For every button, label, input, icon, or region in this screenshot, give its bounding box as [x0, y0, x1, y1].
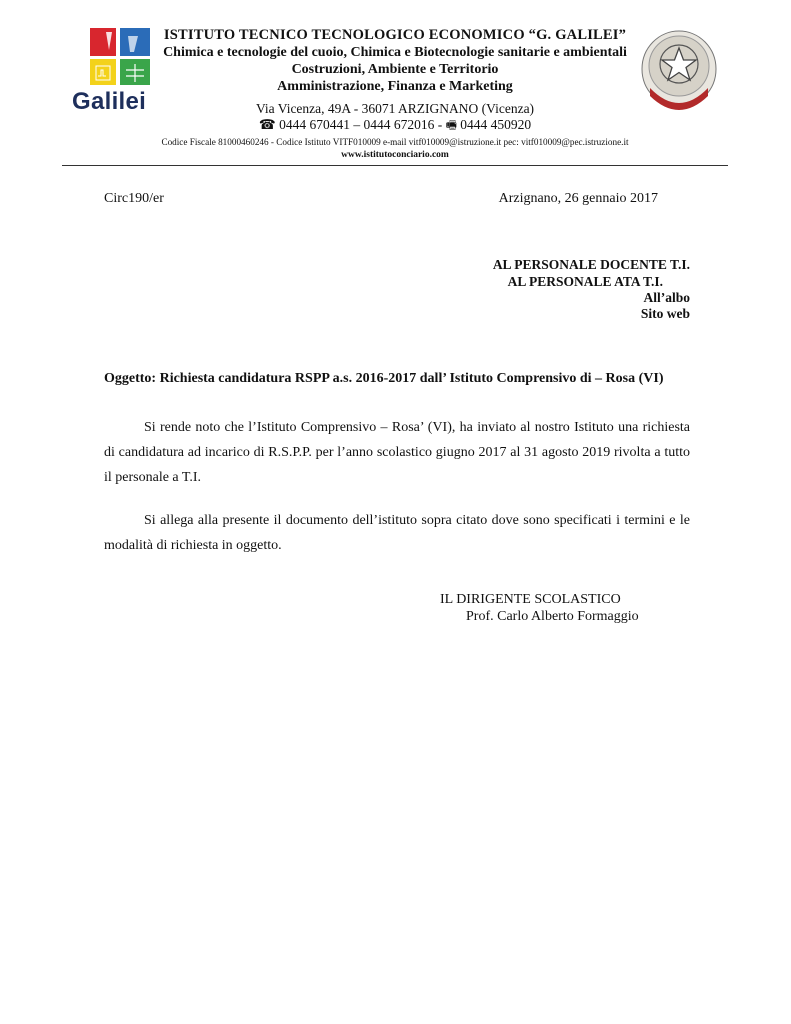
letter-subject: Oggetto: Richiesta candidatura RSPP a.s. 2016-2017 dall’ Istituto Comprensivo di – Rosa (VI) [104, 371, 664, 386]
logo-red-block [90, 28, 116, 56]
institute-courses-3: Amministrazione, Finanza e Marketing [277, 79, 513, 94]
institute-courses-2: Costruzioni, Ambiente e Territorio [291, 62, 499, 77]
institute-name: ISTITUTO TECNICO TECNOLOGICO ECONOMICO “G. GALILEI” [163, 27, 627, 43]
institute-courses-1: Chimica e tecnologie del cuoio, Chimica e Biotecnologie sanitarie e ambientali [163, 45, 627, 60]
body-paragraph-2 [104, 508, 690, 558]
body-paragraph-1 [104, 415, 690, 490]
paragraph-2-text: Si allega alla presente il documento dell’istituto sopra citato dove sono specificati i termini e le modalità di richiesta in oggetto. [104, 513, 690, 553]
signature-title: IL DIRIGENTE SCOLASTICO [440, 592, 621, 607]
recipient-ata-staff: AL PERSONALE ATA T.I. [507, 274, 663, 289]
logo-wordmark: Galilei [72, 88, 147, 115]
paragraph-1-text: Si rende noto che l’Istituto Comprensivo – Rosa’ (VI), ha inviato al nostro Istituto una richiesta di candidatura ad incarico di R.S.P.P. per l’anno scolastico giugno 2017 al 31 agosto 2019 rivolta a tutto il personale a T.I. [104, 420, 690, 485]
recipient-teaching-staff: AL PERSONALE DOCENTE T.I. [492, 257, 690, 272]
phone-icon: ☎ [258, 117, 276, 132]
recipient-website: Sito web [640, 306, 690, 321]
header-divider [62, 165, 728, 166]
place-date: Arzignano, 26 gennaio 2017 [498, 191, 658, 206]
institute-codes: Codice Fiscale 81000460246 - Codice Istituto VITF010009 e-mail vitf010009@istruzione.it pec: vitf010009@pec.istruzione.it [161, 137, 629, 147]
institute-header [160, 27, 630, 95]
protocol-number: Circ190/er [104, 191, 164, 206]
institute-address: Via Vicenza, 49A - 36071 ARZIGNANO (Vicenza) [255, 101, 535, 116]
signature-name: Prof. Carlo Alberto Formaggio [466, 609, 639, 624]
recipient-notice-board: All’albo [643, 290, 690, 305]
phone-numbers: 0444 670441 – 0444 672016 - [279, 117, 443, 132]
fax-icon: 🖷 [445, 118, 457, 132]
fax-number: 0444 450920 [460, 117, 532, 132]
institute-website[interactable]: www.istitutoconciario.com [341, 150, 449, 160]
institute-phones [160, 117, 630, 133]
italian-republic-emblem [638, 26, 720, 114]
